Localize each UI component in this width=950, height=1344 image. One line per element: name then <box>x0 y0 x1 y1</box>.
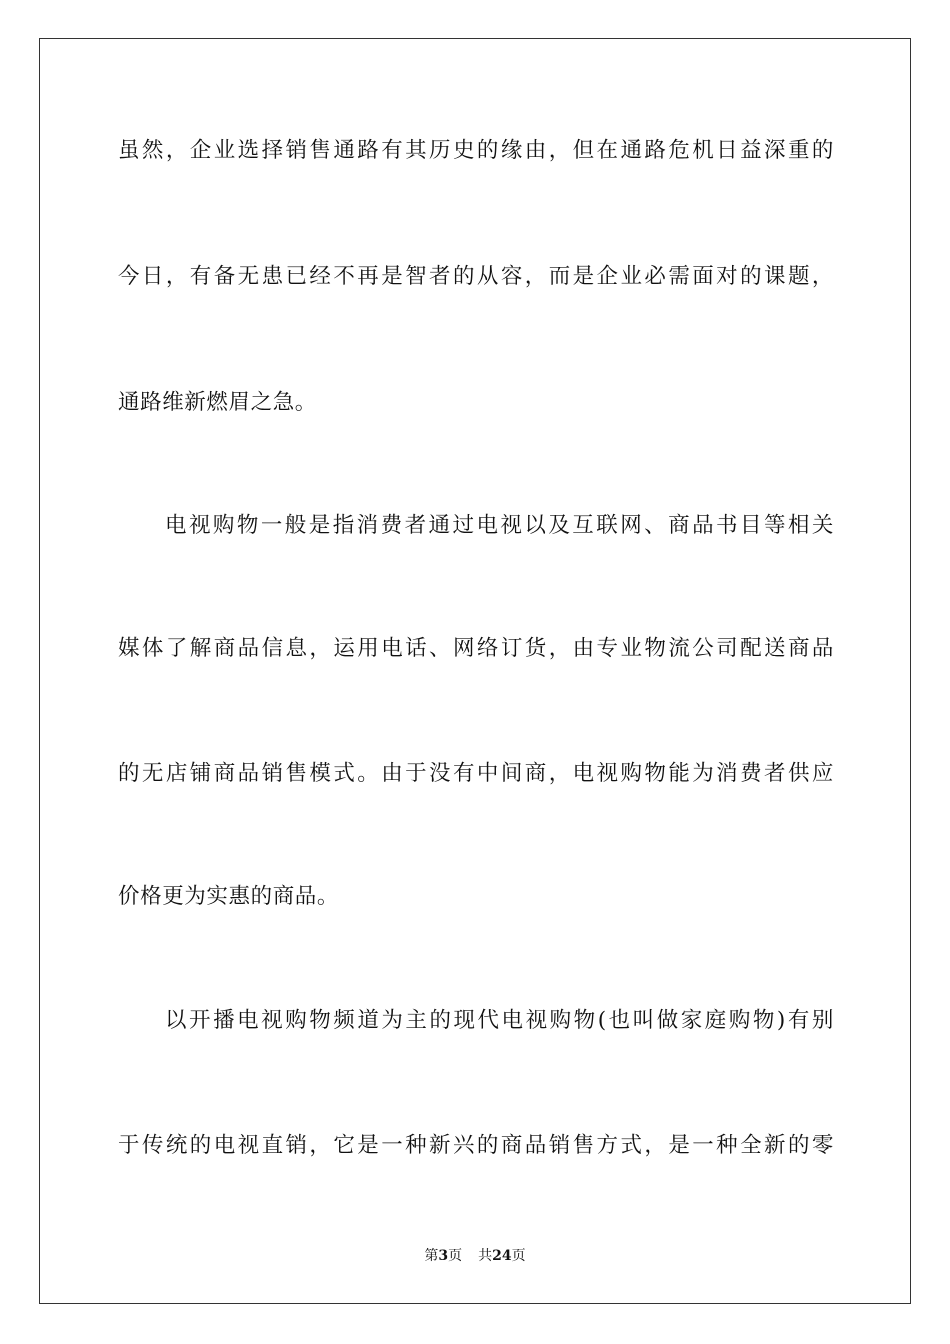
footer-total-prefix: 共 <box>478 1248 493 1264</box>
text-line-7: 价格更为实惠的商品。 <box>118 884 340 909</box>
footer-total-suffix: 页 <box>511 1248 526 1264</box>
text-line-3: 通路维新燃眉之急。 <box>118 390 317 415</box>
text-line-4: 电视购物一般是指消费者通过电视以及互联网、商品书目等相关 <box>165 513 834 538</box>
page-border <box>39 38 911 1304</box>
footer-total-pages: 24 <box>492 1248 512 1264</box>
text-line-2: 今日，有备无患已经不再是智者的从容，而是企业必需面对的课题， <box>118 264 834 289</box>
text-line-1: 虽然，企业选择销售通路有其历史的缘由，但在通路危机日益深重的 <box>118 138 834 163</box>
text-line-8: 以开播电视购物频道为主的现代电视购物(也叫做家庭购物)有别 <box>165 1008 834 1033</box>
footer-page-number: 3 <box>438 1248 449 1264</box>
text-line-9: 于传统的电视直销，它是一种新兴的商品销售方式，是一种全新的零 <box>118 1133 834 1158</box>
footer-page-prefix: 第 <box>424 1248 439 1264</box>
footer-page-suffix: 页 <box>448 1248 463 1264</box>
page-footer <box>0 1246 950 1266</box>
text-line-6: 的无店铺商品销售模式。由于没有中间商，电视购物能为消费者供应 <box>118 761 834 786</box>
text-line-5: 媒体了解商品信息，运用电话、网络订货，由专业物流公司配送商品 <box>118 636 834 661</box>
